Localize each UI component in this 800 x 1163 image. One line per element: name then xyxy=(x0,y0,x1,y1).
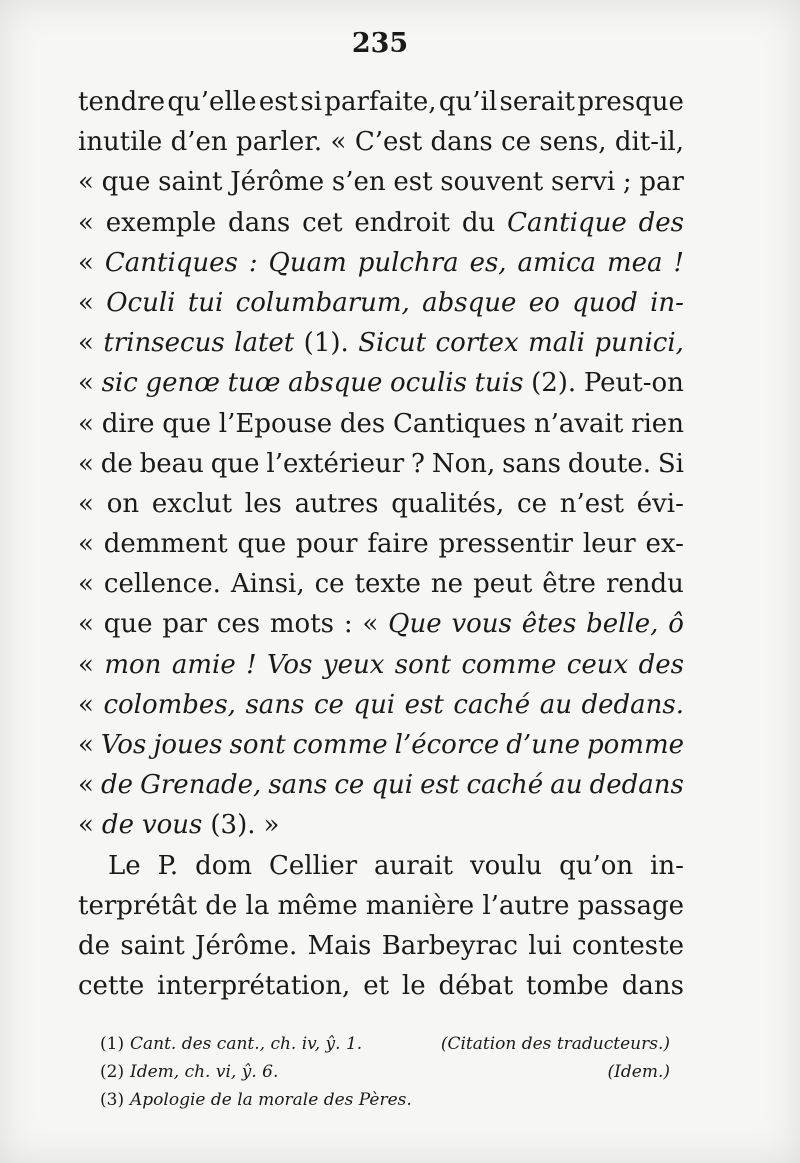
word: Barbeyrac xyxy=(381,930,518,961)
footnote-number: (2) xyxy=(100,1062,125,1082)
word: mali xyxy=(528,328,585,359)
word: sans xyxy=(268,770,328,801)
word: par xyxy=(162,609,207,640)
word: autres xyxy=(294,488,379,519)
word: ce xyxy=(334,770,365,801)
word: demment xyxy=(103,529,228,560)
word: du xyxy=(461,207,496,238)
text-line xyxy=(78,162,684,202)
word: endroit xyxy=(354,207,450,238)
word: latet xyxy=(234,328,295,359)
word: Le xyxy=(108,850,141,881)
word: belle, xyxy=(586,609,659,640)
word: qu’on xyxy=(559,850,634,881)
word: pomme xyxy=(587,730,684,760)
text-line xyxy=(78,323,684,363)
word: Cellier xyxy=(269,850,358,881)
text-line xyxy=(78,765,684,805)
word: « xyxy=(78,569,94,600)
word: Que xyxy=(388,609,442,640)
word: « xyxy=(78,770,94,801)
word: Cantiques xyxy=(104,247,238,278)
word: oculis xyxy=(390,368,467,399)
word: « xyxy=(78,247,94,278)
word: tendre xyxy=(78,87,166,117)
text-line xyxy=(78,283,684,323)
word: dans xyxy=(621,971,684,1002)
word: être xyxy=(542,569,596,600)
word: vous xyxy=(141,810,203,841)
word: « xyxy=(362,609,379,640)
word: Oculi xyxy=(106,287,176,318)
text-line xyxy=(78,203,684,243)
text-line xyxy=(78,886,684,926)
word: qu’elle xyxy=(167,87,257,117)
word: l’autre xyxy=(482,890,570,921)
word: des xyxy=(638,649,684,680)
word: ce xyxy=(313,689,344,720)
word: « xyxy=(78,488,94,519)
word: est xyxy=(258,87,299,117)
word: cet xyxy=(302,207,343,238)
word: « xyxy=(78,328,94,359)
word: dedans. xyxy=(581,689,684,720)
word: quod xyxy=(572,287,638,318)
word: peut xyxy=(473,569,533,600)
word: « xyxy=(78,287,94,318)
body-text xyxy=(78,82,684,1006)
word: même xyxy=(277,890,358,921)
word: (2). xyxy=(531,368,577,399)
word: évi- xyxy=(636,488,684,519)
word: Mais xyxy=(307,930,372,961)
word: Peut-on xyxy=(583,368,684,399)
word: texte xyxy=(354,569,421,600)
text-line xyxy=(78,685,684,725)
footnote-citation: Apologie de la morale des Pères. xyxy=(130,1090,412,1110)
text-line xyxy=(78,805,684,845)
text-line xyxy=(78,645,684,685)
word: de xyxy=(205,890,238,921)
word: pressentir xyxy=(438,529,573,560)
text-line xyxy=(78,122,684,162)
word: que xyxy=(103,609,153,640)
word: Si xyxy=(657,448,684,479)
footnotes xyxy=(100,1030,670,1114)
word: ? xyxy=(411,448,425,479)
word: eo xyxy=(528,287,560,318)
word: « xyxy=(78,649,94,680)
word: dire xyxy=(101,408,155,439)
word: trinsecus xyxy=(103,328,225,359)
text-line xyxy=(78,926,684,966)
text-line xyxy=(78,564,684,604)
word: dans xyxy=(228,207,291,238)
word: ex- xyxy=(645,529,684,560)
word: serait xyxy=(499,87,575,117)
word: n’avait xyxy=(533,408,624,439)
word: saint xyxy=(158,167,223,198)
word: débat xyxy=(438,971,514,1002)
word: « xyxy=(78,167,94,198)
word: rien xyxy=(631,408,684,439)
word: cette xyxy=(78,971,145,1002)
word: que xyxy=(210,448,260,479)
word: sens, xyxy=(539,127,607,158)
word: caché xyxy=(453,689,531,720)
word: l’écorce xyxy=(394,730,500,760)
word: manière xyxy=(365,890,475,921)
footnote xyxy=(100,1086,670,1114)
word: la xyxy=(245,890,270,921)
word: rendu xyxy=(605,569,684,600)
word: sont xyxy=(229,730,286,760)
word: Non, xyxy=(431,448,496,479)
word: : xyxy=(343,609,353,640)
word: et xyxy=(363,971,390,1002)
word: yeux xyxy=(322,649,385,680)
word: ! xyxy=(673,247,684,278)
word: s’en xyxy=(331,167,386,198)
word: P. xyxy=(157,850,179,881)
word: ceux xyxy=(566,649,629,680)
word: servi xyxy=(550,167,616,198)
word: absque xyxy=(422,287,517,318)
word: de xyxy=(100,448,133,479)
word: n’est xyxy=(559,488,624,519)
word: tui xyxy=(187,287,224,318)
footnote-number: (1) xyxy=(100,1034,125,1054)
word: Sicut xyxy=(358,328,427,359)
word: presque xyxy=(577,87,684,117)
word: de xyxy=(101,770,134,801)
word: C’est xyxy=(354,127,423,158)
word: caché xyxy=(466,770,544,801)
word: comme xyxy=(292,730,388,760)
word: passage xyxy=(577,890,684,921)
word: qui xyxy=(353,689,396,720)
word: l’Epouse xyxy=(218,408,333,439)
word: des xyxy=(638,207,684,238)
word: dom xyxy=(195,850,253,881)
word: que xyxy=(162,408,212,439)
word: ! xyxy=(246,649,257,680)
text-line xyxy=(78,363,684,403)
word: Cantiques xyxy=(393,408,527,439)
word: exemple xyxy=(105,207,217,238)
word: saint xyxy=(120,930,185,961)
word: dans xyxy=(430,127,493,158)
word: par xyxy=(639,167,684,198)
word: in- xyxy=(650,287,684,318)
word: « xyxy=(78,207,94,238)
footnote-number: (3) xyxy=(100,1090,125,1110)
word: pulchra xyxy=(357,247,459,278)
word: est xyxy=(404,689,444,720)
word: « xyxy=(78,609,94,640)
word: sic xyxy=(101,368,138,399)
footnote-source: (Citation des traducteurs.) xyxy=(440,1034,670,1054)
word: exclut xyxy=(151,488,233,519)
word: : xyxy=(248,247,258,278)
word: leur xyxy=(582,529,636,560)
word: amie xyxy=(171,649,236,680)
word: êtes xyxy=(521,609,577,640)
footnote-citation: Idem, ch. vi, ŷ. 6. xyxy=(130,1062,279,1082)
text-line xyxy=(78,484,684,524)
word: de xyxy=(78,930,111,961)
word: on xyxy=(106,488,140,519)
word: « xyxy=(330,127,347,158)
word: ce xyxy=(501,127,532,158)
word: au xyxy=(550,770,583,801)
word: mon xyxy=(104,649,162,680)
word: Quam xyxy=(268,247,347,278)
word: qui xyxy=(371,770,414,801)
word: « xyxy=(78,730,94,760)
word: (3). xyxy=(210,810,256,841)
word: faire xyxy=(367,529,429,560)
word: d’une xyxy=(506,730,580,760)
word: sans xyxy=(502,448,562,479)
word: colombes, xyxy=(103,689,236,720)
text-line xyxy=(78,966,684,1006)
word: de xyxy=(101,810,134,841)
word: des xyxy=(339,408,386,439)
footnote-source: (Idem.) xyxy=(607,1062,670,1082)
word: columbarum, xyxy=(235,287,410,318)
word: joues xyxy=(153,730,223,760)
word: interprétation, xyxy=(157,971,351,1002)
word: es, xyxy=(469,247,507,278)
footnote xyxy=(100,1030,670,1058)
word: Vos xyxy=(267,649,313,680)
word: aurait xyxy=(374,850,453,881)
word: parfaite, xyxy=(324,87,437,117)
footnote-text xyxy=(130,1086,670,1114)
page-number: 235 xyxy=(351,28,409,59)
word: mots xyxy=(269,609,334,640)
word: ; xyxy=(622,167,632,198)
word: sont xyxy=(394,649,451,680)
word: tombe xyxy=(526,971,609,1002)
text-line xyxy=(78,725,684,765)
word: Jérôme. xyxy=(195,930,298,961)
word: Grenade, xyxy=(140,770,262,801)
word: amica xyxy=(517,247,597,278)
word: tuœ xyxy=(227,368,281,399)
word: lui xyxy=(528,930,562,961)
word: » xyxy=(263,810,280,841)
text-line xyxy=(78,524,684,564)
word: genœ xyxy=(145,368,220,399)
word: « xyxy=(78,408,94,439)
word: est xyxy=(393,167,433,198)
word: d’en xyxy=(170,127,228,158)
word: Cantique xyxy=(507,207,627,238)
word: Vos xyxy=(100,730,147,760)
word: « xyxy=(78,529,94,560)
text-line xyxy=(78,444,684,484)
footnote-text xyxy=(130,1058,670,1086)
word: (1). xyxy=(303,328,349,359)
word: doute. xyxy=(567,448,652,479)
word: ne xyxy=(430,569,464,600)
word: si xyxy=(300,87,323,117)
word: terprétât xyxy=(78,890,198,921)
footnote-text xyxy=(130,1030,670,1058)
word: « xyxy=(78,810,94,841)
word: les xyxy=(244,488,282,519)
word: mea xyxy=(607,247,663,278)
word: « xyxy=(78,368,94,399)
word: le xyxy=(401,971,426,1002)
footnote xyxy=(100,1058,670,1086)
word: sans xyxy=(245,689,305,720)
word: comme xyxy=(461,649,557,680)
word: conteste xyxy=(571,930,684,961)
word: ô xyxy=(668,609,684,640)
word: qu’il xyxy=(438,87,498,117)
text-line xyxy=(78,243,684,283)
word: Jérôme xyxy=(230,167,325,198)
footnote-citation: Cant. des cant., ch. iv, ŷ. 1. xyxy=(130,1034,363,1054)
word: ce xyxy=(314,569,345,600)
word: punici, xyxy=(594,328,684,359)
word: absque xyxy=(288,368,383,399)
text-line xyxy=(78,404,684,444)
word: vous xyxy=(451,609,512,640)
word: in- xyxy=(650,850,684,881)
word: parler. xyxy=(236,127,323,158)
word: cellence. xyxy=(103,569,221,600)
word: dedans xyxy=(589,770,684,801)
word: « xyxy=(78,448,94,479)
word: au xyxy=(539,689,572,720)
word: Ainsi, xyxy=(230,569,305,600)
text-line xyxy=(78,82,684,122)
word: inutile xyxy=(78,127,163,158)
word: cortex xyxy=(435,328,519,359)
word: l’extérieur xyxy=(266,448,405,479)
text-line xyxy=(78,604,684,644)
word: souvent xyxy=(440,167,544,198)
word: que xyxy=(237,529,287,560)
text-line xyxy=(78,846,684,886)
word: dit-il, xyxy=(614,127,684,158)
word: qualités, xyxy=(391,488,505,519)
word: voulu xyxy=(469,850,543,881)
word: est xyxy=(420,770,460,801)
word: beau xyxy=(139,448,204,479)
word: que xyxy=(101,167,151,198)
word: pour xyxy=(296,529,358,560)
word: « xyxy=(78,689,94,720)
word: ce xyxy=(517,488,547,519)
word: ces xyxy=(216,609,261,640)
word: tuis xyxy=(474,368,524,399)
